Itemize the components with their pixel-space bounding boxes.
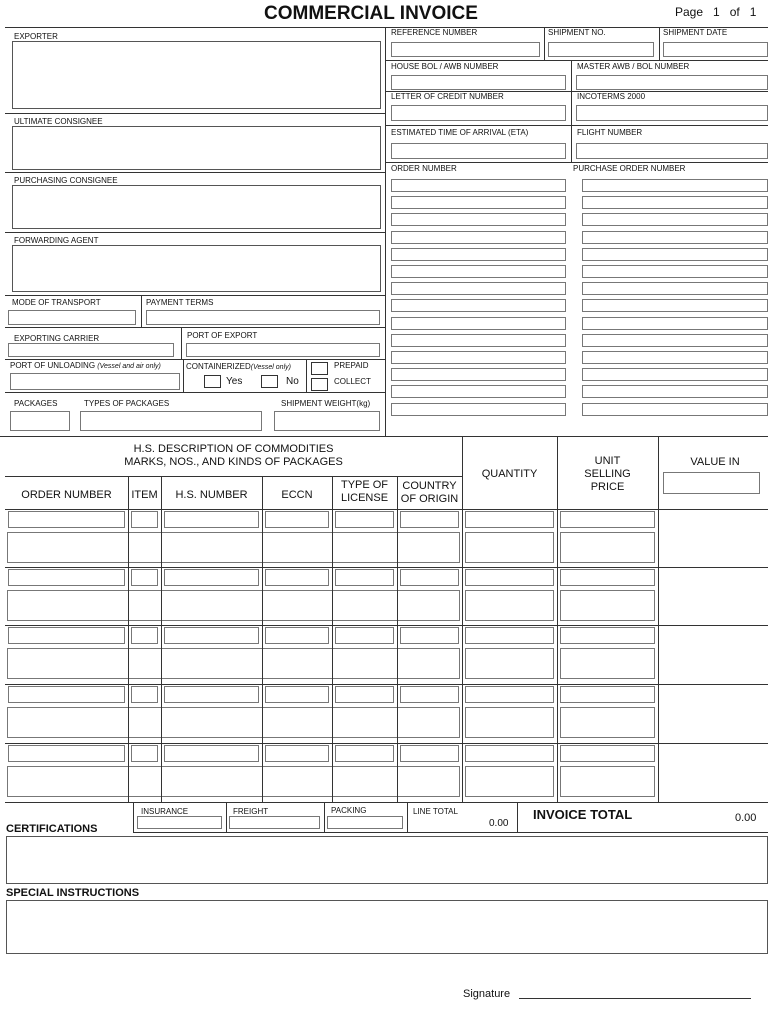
divider — [385, 162, 768, 163]
mode-of-transport-field[interactable] — [8, 310, 136, 325]
type-of-license-column-header — [332, 479, 397, 505]
port-of-unloading-label — [10, 361, 161, 371]
country-line2: OF ORIGIN — [400, 493, 459, 505]
reference-number-label: REFERENCE NUMBER — [391, 28, 478, 37]
row-divider — [5, 684, 768, 685]
divider — [306, 359, 307, 392]
payment-terms-label: PAYMENT TERMS — [146, 298, 214, 307]
payment-terms-field[interactable] — [146, 310, 380, 325]
quantity-detail-field[interactable] — [465, 532, 554, 563]
country-of-origin-column-header — [397, 480, 462, 506]
divider — [5, 327, 385, 328]
letter-of-credit-label: LETTER OF CREDIT NUMBER — [391, 92, 504, 101]
types-of-packages-field[interactable] — [80, 411, 262, 431]
eccn-cell[interactable] — [265, 569, 329, 586]
incoterms-field[interactable] — [576, 105, 768, 121]
quantity-column-header: QUANTITY — [481, 468, 538, 480]
hs-number-cell[interactable] — [164, 627, 259, 644]
certifications-label: CERTIFICATIONS — [6, 823, 98, 835]
country-of-origin-cell[interactable] — [400, 511, 459, 528]
unit-selling-price-column-header — [557, 455, 658, 494]
purchase-order-number-label: PURCHASE ORDER NUMBER — [573, 164, 686, 173]
order-number-field[interactable] — [391, 334, 566, 347]
containerized-note: (Vessel only) — [250, 364, 291, 371]
row-divider — [5, 625, 768, 626]
page-label: Page — [675, 5, 704, 19]
divider — [5, 802, 768, 803]
page-current: 1 — [713, 5, 720, 19]
divider — [5, 359, 385, 360]
unit-price-detail-field[interactable] — [560, 648, 655, 679]
purchase-order-number-field[interactable] — [582, 248, 768, 261]
currency-field[interactable] — [663, 472, 760, 494]
containerized-text: CONTAINERIZED — [186, 362, 251, 371]
invoice-total-value: 0.00 — [735, 812, 757, 824]
eccn-cell[interactable] — [265, 686, 329, 703]
license-type-cell[interactable] — [335, 745, 394, 762]
divider — [133, 802, 134, 832]
signature-line[interactable] — [519, 998, 751, 999]
order-number-field[interactable] — [391, 282, 566, 295]
description-field[interactable] — [7, 766, 460, 797]
collect-checkbox[interactable] — [311, 378, 328, 391]
collect-label: COLLECT — [334, 377, 371, 386]
incoterms-label: INCOTERMS 2000 — [577, 92, 646, 101]
purchasing-consignee-field[interactable] — [12, 185, 381, 229]
top-border — [5, 27, 768, 28]
no-label: No — [286, 376, 299, 387]
line-total-label: LINE TOTAL — [413, 807, 458, 816]
quantity-detail-field[interactable] — [465, 707, 554, 738]
unit-line3: PRICE — [590, 481, 625, 493]
order-number-cell[interactable] — [8, 686, 125, 703]
port-of-unloading-field[interactable] — [10, 373, 180, 390]
order-number-cell[interactable] — [8, 511, 125, 528]
country-of-origin-cell[interactable] — [400, 627, 459, 644]
master-awb-label: MASTER AWB / BOL NUMBER — [577, 62, 690, 71]
unit-price-detail-field[interactable] — [560, 532, 655, 563]
mode-of-transport-label: MODE OF TRANSPORT — [12, 298, 101, 307]
type-of-license-line1: TYPE OF — [340, 479, 389, 491]
letter-of-credit-field[interactable] — [391, 105, 566, 121]
hs-number-cell[interactable] — [164, 745, 259, 762]
hs-description-header — [5, 443, 462, 469]
country-line1: COUNTRY — [402, 480, 457, 492]
value-in-column-header: VALUE IN — [690, 456, 740, 468]
exporting-carrier-label: EXPORTING CARRIER — [14, 334, 100, 343]
types-of-packages-label: TYPES OF PACKAGES — [84, 399, 170, 408]
packing-label: PACKING — [331, 806, 367, 815]
purchase-order-number-field[interactable] — [582, 179, 768, 192]
quantity-cell[interactable] — [465, 569, 554, 586]
exporter-label: EXPORTER — [14, 32, 58, 41]
flight-number-field[interactable] — [576, 143, 768, 159]
forwarding-agent-field[interactable] — [12, 245, 381, 292]
order-number-field[interactable] — [391, 351, 566, 364]
order-number-label: ORDER NUMBER — [391, 164, 457, 173]
order-number-field[interactable] — [391, 403, 566, 416]
eta-field[interactable] — [391, 143, 566, 159]
quantity-cell[interactable] — [465, 745, 554, 762]
order-number-field[interactable] — [391, 299, 566, 312]
purchase-order-number-field[interactable] — [582, 265, 768, 278]
order-number-cell[interactable] — [8, 745, 125, 762]
eccn-column-header: ECCN — [281, 489, 313, 501]
insurance-label: INSURANCE — [141, 807, 189, 816]
divider — [5, 232, 385, 233]
license-type-cell[interactable] — [335, 686, 394, 703]
item-cell[interactable] — [131, 511, 158, 528]
flight-number-label: FLIGHT NUMBER — [577, 128, 643, 137]
license-type-cell[interactable] — [335, 627, 394, 644]
shipment-weight-label: SHIPMENT WEIGHT(kg) — [281, 399, 371, 408]
port-of-unloading-note: (Vessel and air only) — [97, 363, 161, 370]
page-total: 1 — [749, 5, 757, 19]
unit-price-cell[interactable] — [560, 745, 655, 762]
quantity-cell[interactable] — [465, 511, 554, 528]
containerized-no-checkbox[interactable] — [261, 375, 278, 388]
order-number-column-header: ORDER NUMBER — [21, 489, 112, 501]
grid-line — [262, 509, 263, 802]
order-number-field[interactable] — [391, 385, 566, 398]
item-cell[interactable] — [131, 745, 158, 762]
special-instructions-field[interactable] — [6, 900, 768, 954]
order-number-field[interactable] — [391, 196, 566, 209]
description-field[interactable] — [7, 648, 460, 679]
unit-price-detail-field[interactable] — [560, 590, 655, 621]
unit-price-cell[interactable] — [560, 686, 655, 703]
description-field[interactable] — [7, 590, 460, 621]
hs-number-column-header: H.S. NUMBER — [175, 489, 248, 501]
unit-price-cell[interactable] — [560, 627, 655, 644]
license-type-cell[interactable] — [335, 569, 394, 586]
grid-line — [658, 509, 659, 802]
grid-line — [161, 509, 162, 802]
port-of-unloading-text: PORT OF UNLOADING — [10, 361, 96, 370]
order-number-field[interactable] — [391, 317, 566, 330]
purchase-order-number-field[interactable] — [582, 351, 768, 364]
purchase-order-number-field[interactable] — [582, 213, 768, 226]
prepaid-checkbox[interactable] — [311, 362, 328, 375]
order-number-field[interactable] — [391, 248, 566, 261]
grid-line — [332, 509, 333, 802]
invoice-total-label: INVOICE TOTAL — [533, 807, 633, 822]
exporter-field[interactable] — [12, 41, 381, 109]
shipment-no-field[interactable] — [548, 42, 654, 57]
grid-line — [557, 509, 558, 802]
shipment-date-field[interactable] — [663, 42, 768, 57]
item-cell[interactable] — [131, 686, 158, 703]
unit-price-detail-field[interactable] — [560, 707, 655, 738]
page-indicator — [675, 5, 756, 19]
purchase-order-number-field[interactable] — [582, 282, 768, 295]
freight-label: FREIGHT — [233, 807, 269, 816]
order-number-field[interactable] — [391, 231, 566, 244]
containerized-label — [186, 362, 291, 372]
signature-label: Signature — [463, 988, 511, 1000]
center-divider — [385, 27, 386, 436]
divider — [658, 436, 659, 509]
divider — [5, 476, 462, 477]
order-number-field[interactable] — [391, 368, 566, 381]
divider — [181, 327, 182, 359]
ultimate-consignee-label: ULTIMATE CONSIGNEE — [14, 117, 103, 126]
page-title: COMMERCIAL INVOICE — [264, 3, 478, 24]
packages-field[interactable] — [10, 411, 70, 431]
row-divider — [5, 567, 768, 568]
order-number-cell[interactable] — [8, 627, 125, 644]
hs-number-cell[interactable] — [164, 569, 259, 586]
ultimate-consignee-field[interactable] — [12, 126, 381, 170]
country-of-origin-cell[interactable] — [400, 745, 459, 762]
special-instructions-label: SPECIAL INSTRUCTIONS — [6, 887, 140, 899]
house-bol-label: HOUSE BOL / AWB NUMBER — [391, 62, 499, 71]
eccn-cell[interactable] — [265, 745, 329, 762]
purchasing-consignee-label: PURCHASING CONSIGNEE — [14, 176, 118, 185]
grid-line — [128, 509, 129, 802]
quantity-detail-field[interactable] — [465, 648, 554, 679]
eccn-cell[interactable] — [265, 627, 329, 644]
unit-line2: SELLING — [584, 468, 631, 480]
purchase-order-number-field[interactable] — [582, 317, 768, 330]
containerized-yes-checkbox[interactable] — [204, 375, 221, 388]
master-awb-field[interactable] — [576, 75, 768, 90]
packing-field[interactable] — [327, 816, 403, 829]
divider — [5, 113, 385, 114]
license-type-cell[interactable] — [335, 511, 394, 528]
divider — [5, 392, 385, 393]
section-divider — [0, 436, 768, 437]
purchase-order-number-field[interactable] — [582, 368, 768, 381]
purchase-order-number-field[interactable] — [582, 196, 768, 209]
divider — [385, 125, 768, 126]
divider — [226, 802, 227, 832]
eccn-cell[interactable] — [265, 511, 329, 528]
description-field[interactable] — [7, 707, 460, 738]
order-number-field[interactable] — [391, 179, 566, 192]
unit-price-cell[interactable] — [560, 569, 655, 586]
divider — [5, 509, 768, 510]
unit-price-detail-field[interactable] — [560, 766, 655, 797]
page-of-label: of — [729, 5, 740, 19]
country-of-origin-cell[interactable] — [400, 686, 459, 703]
divider — [544, 27, 545, 60]
insurance-field[interactable] — [137, 816, 222, 829]
purchase-order-number-field[interactable] — [582, 231, 768, 244]
quantity-detail-field[interactable] — [465, 590, 554, 621]
shipment-date-label: SHIPMENT DATE — [663, 28, 728, 37]
divider — [407, 802, 408, 832]
country-of-origin-cell[interactable] — [400, 569, 459, 586]
item-column-header: ITEM — [131, 489, 158, 501]
hs-description-line1: H.S. DESCRIPTION OF COMMODITIES — [133, 443, 334, 455]
hs-number-cell[interactable] — [164, 686, 259, 703]
eta-label: ESTIMATED TIME OF ARRIVAL (ETA) — [391, 128, 529, 137]
divider — [659, 27, 660, 60]
purchase-order-number-field[interactable] — [582, 334, 768, 347]
purchase-order-number-field[interactable] — [582, 385, 768, 398]
exporting-carrier-field[interactable] — [8, 343, 174, 357]
prepaid-label: PREPAID — [334, 361, 369, 370]
divider — [571, 60, 572, 162]
hs-description-line2: MARKS, NOS., AND KINDS OF PACKAGES — [124, 456, 343, 468]
unit-price-cell[interactable] — [560, 511, 655, 528]
quantity-cell[interactable] — [465, 686, 554, 703]
purchase-order-number-field[interactable] — [582, 299, 768, 312]
row-divider — [5, 743, 768, 744]
divider — [183, 359, 184, 392]
reference-number-field[interactable] — [391, 42, 540, 57]
line-total-value: 0.00 — [489, 818, 509, 829]
item-cell[interactable] — [131, 627, 158, 644]
yes-label: Yes — [226, 376, 243, 387]
quantity-detail-field[interactable] — [465, 766, 554, 797]
house-bol-field[interactable] — [391, 75, 566, 90]
packages-label: PACKAGES — [14, 399, 58, 408]
shipment-weight-field[interactable] — [274, 411, 380, 431]
order-number-field[interactable] — [391, 265, 566, 278]
item-cell[interactable] — [131, 569, 158, 586]
certifications-field[interactable] — [6, 836, 768, 884]
grid-line — [397, 509, 398, 802]
forwarding-agent-label: FORWARDING AGENT — [14, 236, 99, 245]
divider — [141, 295, 142, 327]
order-number-field[interactable] — [391, 213, 566, 226]
port-of-export-label: PORT OF EXPORT — [187, 331, 258, 340]
divider — [133, 832, 768, 833]
description-field[interactable] — [7, 532, 460, 563]
unit-line1: UNIT — [594, 455, 621, 467]
port-of-export-field[interactable] — [186, 343, 380, 357]
divider — [324, 802, 325, 832]
type-of-license-line2: LICENSE — [340, 492, 389, 504]
quantity-cell[interactable] — [465, 627, 554, 644]
order-number-cell[interactable] — [8, 569, 125, 586]
divider — [5, 172, 385, 173]
divider — [517, 802, 518, 832]
divider — [5, 295, 385, 296]
shipment-no-label: SHIPMENT NO. — [548, 28, 606, 37]
grid-line — [462, 509, 463, 802]
purchase-order-number-field[interactable] — [582, 403, 768, 416]
hs-number-cell[interactable] — [164, 511, 259, 528]
divider — [385, 60, 768, 61]
freight-field[interactable] — [229, 816, 320, 829]
